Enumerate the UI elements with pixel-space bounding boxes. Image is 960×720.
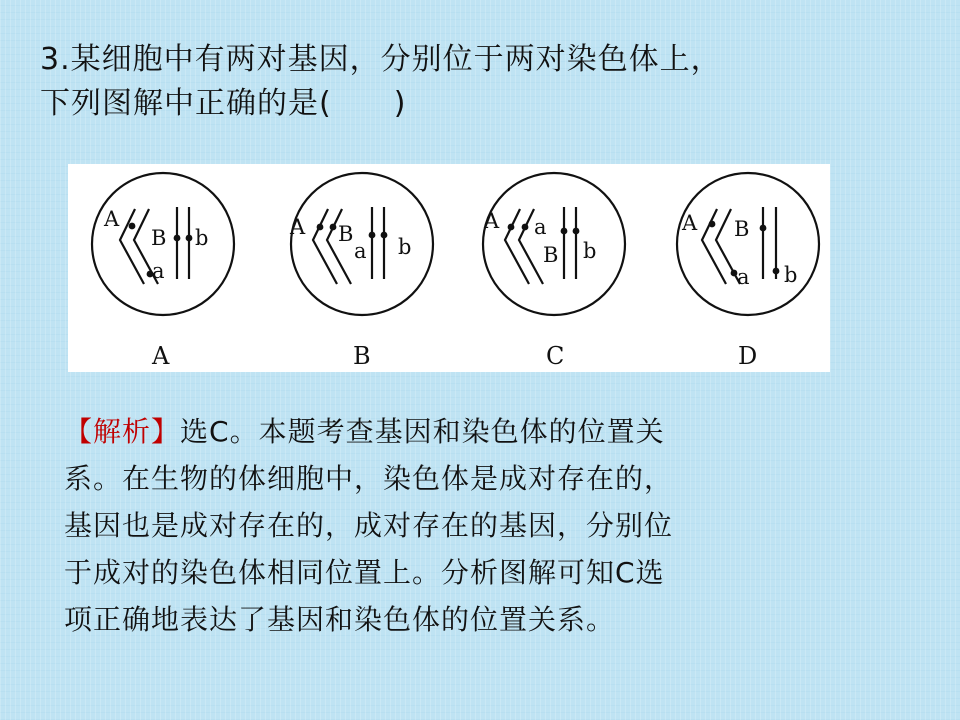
cell-d-locus-b (773, 268, 780, 275)
question-line-2: 下列图解中正确的是( ) (40, 86, 407, 121)
question-text (40, 38, 920, 126)
analysis-line-3: 基因也是成对存在的，成对存在的基因，分别位 (64, 509, 674, 542)
cell-b-locus-A (317, 224, 324, 231)
cell-c-locus-b (573, 228, 580, 235)
cell-a-locus-A (129, 223, 136, 230)
cell-c-label-1: A (484, 209, 500, 233)
chromosome-diagram (68, 164, 830, 372)
analysis-line-4: 于成对的染色体相同位置上。分析图解可知C选 (64, 556, 665, 589)
cell-b-locus-a (369, 232, 376, 239)
cell-a-locus-B (174, 235, 181, 242)
cell-d-label-4: b (784, 263, 798, 287)
cell-b-chromosome-1 (313, 209, 337, 284)
cell-d-label-2: B (734, 217, 750, 241)
chromosome-figure (68, 164, 830, 372)
cell-c-label-4: b (583, 239, 597, 263)
cell-a-label-4: a (152, 259, 165, 283)
question-line-1: 3.某细胞中有两对基因，分别位于两对染色体上， (40, 42, 722, 77)
cell-b-label-2: B (338, 222, 354, 246)
cell-d-membrane (677, 173, 819, 315)
analysis-tag: 【解析】 (64, 415, 181, 448)
cell-c-locus-A (508, 224, 515, 231)
cell-b-label-4: b (398, 235, 412, 259)
cell-a-label-1: A (104, 207, 120, 231)
cell-b-label-1: A (290, 215, 306, 239)
cell-b-locus-B (330, 224, 337, 231)
cell-b-locus-b (381, 232, 388, 239)
cell-d-label-1: A (682, 211, 698, 235)
analysis-line-1-text: 选C。本题考查基因和染色体的位置关 (180, 415, 665, 448)
option-label-a: A (152, 342, 170, 370)
cell-a-label-2: B (151, 226, 167, 250)
cell-c-label-2: a (534, 215, 547, 239)
cell-c-locus-a (522, 224, 529, 231)
option-label-c: C (546, 342, 565, 370)
cell-a-locus-b (186, 235, 193, 242)
cell-a-label-3: b (195, 226, 209, 250)
cell-c-locus-B (561, 228, 568, 235)
analysis-line-5: 项正确地表达了基因和染色体的位置关系。 (64, 603, 616, 636)
option-label-b: B (353, 342, 371, 370)
cell-c-chromosome-1 (505, 209, 529, 284)
cell-d-chromosome-1 (702, 209, 726, 284)
option-label-d: D (738, 342, 758, 370)
cell-d-locus-A (709, 221, 716, 228)
cell-d-locus-B (760, 225, 767, 232)
analysis-line-1 (64, 408, 864, 455)
analysis-text (64, 408, 864, 643)
cell-c-label-3: B (543, 243, 559, 267)
cell-b-label-3: a (354, 239, 367, 263)
cell-a-chromosome-1 (120, 209, 144, 284)
analysis-line-2: 系。在生物的体细胞中，染色体是成对存在的， (64, 462, 674, 495)
cell-d-label-3: a (737, 265, 750, 289)
